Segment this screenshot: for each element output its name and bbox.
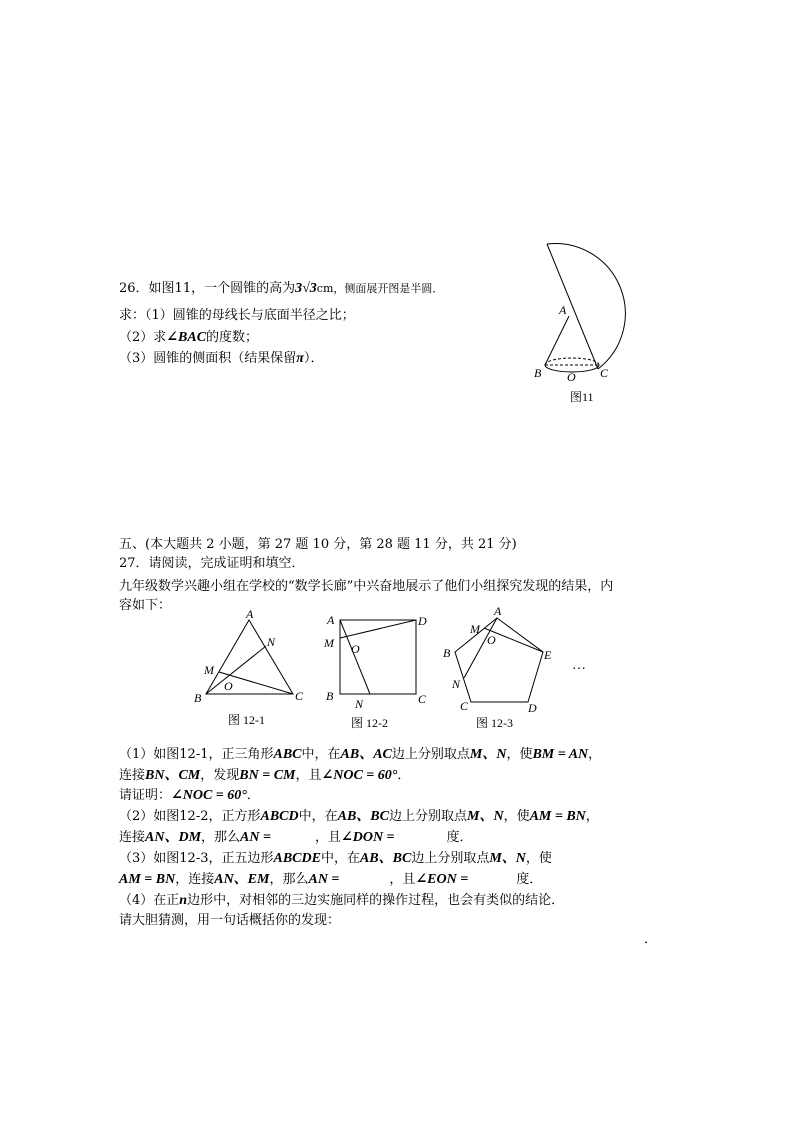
fig12-1-label-c: C (295, 689, 304, 703)
q26-line4-tail: ）． (303, 351, 324, 366)
fig12-3-caption: 图 12-3 (476, 716, 513, 730)
part1-proof-eq: ∠NOC = 60° (171, 788, 247, 803)
q26-line3-text: （2）求 (119, 330, 167, 345)
part2-mn: M、N (467, 809, 504, 824)
part3-line2 (119, 872, 542, 888)
fig12-1-label-a: A (246, 607, 254, 621)
fig12-3-label-m: M (470, 622, 480, 636)
part4-line1 (119, 893, 564, 909)
fig12-2-segment-an (340, 620, 370, 694)
part1-eq-bm-an: BM = AN (532, 747, 589, 762)
part1-line2 (119, 768, 410, 784)
part1-mn: M、N (469, 747, 507, 762)
q27-title: 27．请阅读，完成证明和填空． (119, 556, 305, 571)
q26-height-value: 3√3 (295, 281, 317, 296)
fig12-2-segment-dm (340, 620, 416, 638)
part3-eq-am-bn: AM = BN (119, 872, 176, 887)
fig12-3-label-a: A (494, 604, 502, 618)
part3-line1 (119, 851, 552, 867)
part2-text-d: ，使 (503, 809, 530, 824)
q27-intro-line2: 容如下： (119, 598, 172, 613)
fig12-3-label-e: E (544, 648, 552, 662)
fig12-3-segment-an (464, 618, 497, 678)
q26-line3-tail: 的度数； (206, 330, 259, 345)
fig12-3-label-n: N (452, 677, 461, 691)
part2-don-blank: ∠DON = (341, 830, 395, 845)
fig12-1-label-o: O (224, 679, 233, 693)
q26-text: 26．如图11，一个圆锥的高为 (119, 281, 296, 296)
fig12-1-triangle-abc (206, 620, 293, 694)
fig11-diameter (547, 244, 598, 369)
part1-text-f: 连接 (119, 768, 146, 783)
part4-text-b: 边形中，对相邻的三边实施同样的操作过程，也会有类似的结论． (187, 893, 565, 908)
part1-eq-bn-cm: BN = CM (239, 768, 296, 783)
fig12-1-caption: 图 12-1 (228, 713, 265, 727)
part2-text-h: ，且 (314, 830, 341, 845)
fig12-1-segment-bn (206, 646, 266, 694)
part1-bn-cm: BN、CM (145, 768, 201, 783)
part3-text-f: ，那么 (269, 872, 309, 887)
fig12-3-label-o: O (487, 633, 496, 647)
part3-text-h: 度． (516, 872, 543, 887)
part2-text-f: 连接 (119, 830, 146, 845)
part2-text-e: ， (585, 809, 599, 824)
fig11-label-b: B (534, 366, 542, 380)
fig12-1-label-b: B (194, 691, 202, 705)
q26-pi: π (296, 351, 304, 366)
fig12-2-label-m: M (324, 636, 334, 650)
q26-line4-text: （3）圆锥的侧面积（结果保留 (119, 351, 297, 366)
part3-text-d: ，使 (525, 851, 552, 866)
fig12-2-label-a: A (327, 613, 335, 627)
part1-line1 (119, 747, 601, 763)
part1-proof-text: 请证明： (119, 788, 172, 803)
fig12-2-label-c: C (418, 692, 427, 706)
q26-unit-text: cm，侧面展开图是半圆． (316, 282, 444, 295)
part1-text-i: ． (397, 768, 411, 783)
part4-text-a: （4）在正 (119, 893, 180, 908)
q26-line4 (119, 351, 323, 367)
part3-text-b: 中，在 (320, 851, 360, 866)
part2-eq-am-bn: AM = BN (529, 809, 586, 824)
part3-an-blank: AN = (308, 872, 340, 887)
part3-text-e: ，连接 (175, 872, 215, 887)
part1-proof (119, 788, 260, 804)
fig12-2-label-b: B (326, 689, 334, 703)
part2-ab-bc: AB、BC (337, 809, 389, 824)
part2-an-dm: AN、DM (145, 830, 202, 845)
fig11-base-back (545, 358, 599, 365)
part1-abc: ABC (273, 747, 302, 762)
q26-line3 (119, 330, 258, 346)
part3-an-em: AN、EM (214, 872, 270, 887)
part2-text-i: 度． (446, 830, 473, 845)
part2-text-a: （2）如图12-2，正方形 (119, 809, 261, 824)
part3-text-a: （3）如图12-3，正五边形 (119, 851, 274, 866)
fig12-1-label-n: N (267, 635, 276, 649)
part2-line2 (119, 830, 473, 846)
fig12-3-pentagon-abcde (455, 618, 543, 702)
fig12-2-label-n: N (355, 697, 364, 708)
fig11-side-ab (545, 316, 569, 365)
part2-line1 (119, 809, 599, 825)
q27-intro-line1: 九年级数学兴趣小组在学校的“数学长廊”中兴奋地展示了他们小组探究发现的结果，内 (119, 579, 614, 594)
fig11-caption: 图11 (570, 390, 594, 404)
part4-end-dot: ． (644, 932, 658, 947)
q26-line2: 求：（1）圆锥的母线长与底面半径之比； (119, 308, 355, 323)
fig12-1-label-m: M (204, 663, 214, 677)
part3-text-g: ，且 (389, 872, 416, 887)
part1-text-b: 中，在 (301, 747, 341, 762)
fig11-label-a: A (559, 303, 567, 317)
part2-an-blank: AN = (240, 830, 271, 845)
part1-eq-noc: ∠NOC = 60° (321, 768, 398, 783)
figure-12-2-square (322, 608, 432, 708)
part1-proof-tail: ． (246, 788, 260, 803)
part2-text-b: 中，在 (298, 809, 338, 824)
part3-ab-bc: AB、BC (359, 851, 412, 866)
fig12-3-label-b: B (443, 646, 451, 660)
q26-angle: ∠BAC (166, 330, 207, 345)
q26-line1 (119, 281, 443, 297)
part1-text-e: ， (588, 747, 602, 762)
fig11-label-o: O (567, 370, 576, 381)
part1-text-g: ，发现 (200, 768, 240, 783)
part1-text-a: （1）如图12-1，正三角形 (119, 747, 274, 762)
fig12-3-label-c: C (460, 699, 469, 713)
part1-text-d: ，使 (506, 747, 533, 762)
part2-text-c: 边上分别取点 (388, 809, 467, 824)
part3-abcde: ABCDE (273, 851, 321, 866)
fig12-2-label-d: D (418, 614, 427, 628)
part3-mn: M、N (489, 851, 526, 866)
fig12-2-label-o: O (351, 642, 360, 656)
part1-text-h: ，且 (295, 768, 322, 783)
section5-header: 五、(本大题共 2 小题，第 27 题 10 分，第 28 题 11 分，共 21 分) (119, 537, 517, 552)
part3-text-c: 边上分别取点 (411, 851, 490, 866)
part2-abcd: ABCD (260, 809, 299, 824)
fig12-2-caption: 图 12-2 (351, 716, 388, 730)
fig12-2-square-abcd (340, 620, 416, 694)
figure-11-cone (525, 236, 645, 381)
fig11-label-c: C (600, 366, 609, 380)
part4-n: n (179, 893, 188, 908)
part3-eon-blank: ∠EON = (415, 872, 469, 887)
part2-text-g: ，那么 (201, 830, 241, 845)
figure-12-3-pentagon (440, 602, 570, 714)
part4-line2: 请大胆猜测，用一句话概括你的发现： (119, 913, 341, 928)
fig12-ellipsis: … (572, 658, 586, 673)
fig12-3-label-d: D (528, 701, 537, 714)
figure-12-1-triangle (190, 606, 310, 706)
part1-text-c: 边上分别取点 (391, 747, 470, 762)
part1-ab-ac: AB、AC (340, 747, 392, 762)
